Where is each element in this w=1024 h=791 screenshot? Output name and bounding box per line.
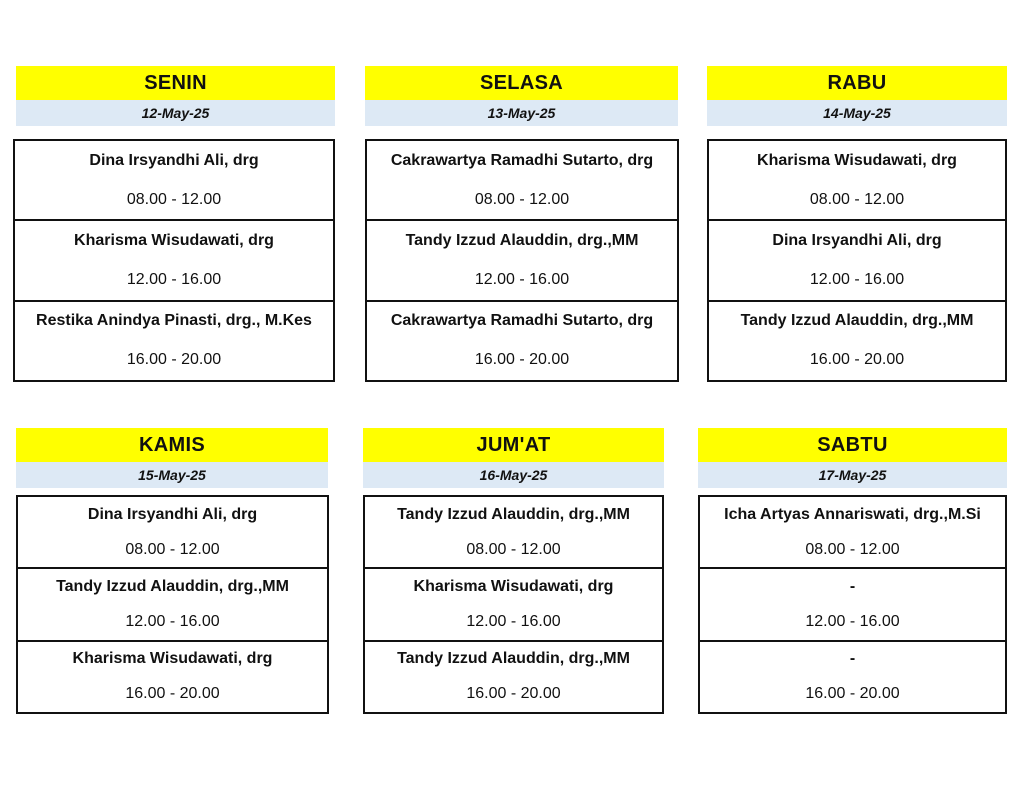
day-sabtu-header: [698, 428, 1007, 488]
day-date: 14-May-25: [707, 100, 1007, 126]
day-sabtu-schedule: [698, 495, 1007, 714]
shift-time: 16.00 - 20.00: [126, 351, 222, 369]
doctor-name: Dina Irsyandhi Ali, drg: [87, 505, 258, 523]
shift-row: [365, 569, 662, 641]
day-rabu-header: [707, 66, 1007, 126]
shift-row: [18, 497, 327, 569]
day-senin-header: [16, 66, 335, 126]
day-name: SELASA: [365, 66, 678, 100]
shift-time: 12.00 - 16.00: [126, 271, 222, 289]
shift-row: [709, 141, 1005, 221]
shift-time: 12.00 - 16.00: [125, 613, 220, 631]
shift-row: [15, 141, 333, 221]
shift-row: [365, 642, 662, 712]
day-name: KAMIS: [16, 428, 328, 462]
shift-time: 16.00 - 20.00: [125, 685, 220, 703]
doctor-name: Cakrawartya Ramadhi Sutarto, drg: [390, 312, 654, 330]
shift-row: [700, 497, 1005, 569]
shift-row: [367, 221, 677, 301]
day-name: RABU: [707, 66, 1007, 100]
shift-row: [367, 141, 677, 221]
doctor-name: Tandy Izzud Alauddin, drg.,MM: [397, 505, 630, 523]
shift-time: 16.00 - 20.00: [466, 685, 561, 703]
shift-row: [709, 221, 1005, 301]
shift-time: 12.00 - 16.00: [466, 613, 561, 631]
day-name: SABTU: [698, 428, 1007, 462]
day-name: JUM'AT: [363, 428, 664, 462]
doctor-name: Dina Irsyandhi Ali, drg: [772, 231, 942, 249]
day-date: 15-May-25: [16, 462, 328, 488]
shift-time: 08.00 - 12.00: [126, 190, 222, 208]
doctor-name: Icha Artyas Annariswati, drg.,M.Si: [724, 505, 981, 523]
doctor-name: Kharisma Wisudawati, drg: [74, 231, 274, 249]
doctor-name: Tandy Izzud Alauddin, drg.,MM: [56, 577, 289, 595]
day-selasa-header: [365, 66, 678, 126]
doctor-name: -: [849, 577, 856, 595]
shift-row: [700, 642, 1005, 712]
shift-time: 08.00 - 12.00: [125, 540, 220, 558]
day-date: 12-May-25: [16, 100, 335, 126]
shift-time: 08.00 - 12.00: [805, 540, 900, 558]
shift-row: [18, 642, 327, 712]
shift-row: [15, 221, 333, 301]
doctor-name: Tandy Izzud Alauddin, drg.,MM: [740, 312, 974, 330]
doctor-name: Tandy Izzud Alauddin, drg.,MM: [405, 231, 639, 249]
shift-time: 12.00 - 16.00: [805, 613, 900, 631]
shift-row: [365, 497, 662, 569]
doctor-name: Kharisma Wisudawati, drg: [757, 151, 957, 169]
shift-time: 16.00 - 20.00: [474, 351, 570, 369]
doctor-name: Cakrawartya Ramadhi Sutarto, drg: [390, 151, 654, 169]
shift-row: [15, 302, 333, 380]
day-date: 13-May-25: [365, 100, 678, 126]
shift-row: [700, 569, 1005, 641]
shift-time: 12.00 - 16.00: [809, 271, 905, 289]
day-date: 17-May-25: [698, 462, 1007, 488]
day-senin-schedule: [13, 139, 335, 382]
shift-row: [709, 302, 1005, 380]
doctor-name: -: [849, 650, 856, 668]
shift-time: 16.00 - 20.00: [805, 685, 900, 703]
doctor-name: Kharisma Wisudawati, drg: [413, 577, 614, 595]
doctor-name: Kharisma Wisudawati, drg: [72, 650, 273, 668]
shift-time: 08.00 - 12.00: [466, 540, 561, 558]
day-selasa-schedule: [365, 139, 679, 382]
shift-row: [367, 302, 677, 380]
shift-time: 12.00 - 16.00: [474, 271, 570, 289]
doctor-name: Restika Anindya Pinasti, drg., M.Kes: [36, 312, 312, 330]
shift-time: 08.00 - 12.00: [809, 190, 905, 208]
doctor-name: Tandy Izzud Alauddin, drg.,MM: [397, 650, 630, 668]
doctor-name: Dina Irsyandhi Ali, drg: [89, 151, 259, 169]
day-kamis-header: [16, 428, 328, 488]
shift-row: [18, 569, 327, 641]
day-name: SENIN: [16, 66, 335, 100]
day-date: 16-May-25: [363, 462, 664, 488]
day-jumat-schedule: [363, 495, 664, 714]
day-jumat-header: [363, 428, 664, 488]
day-rabu-schedule: [707, 139, 1007, 382]
shift-time: 08.00 - 12.00: [474, 190, 570, 208]
day-kamis-schedule: [16, 495, 329, 714]
shift-time: 16.00 - 20.00: [809, 351, 905, 369]
